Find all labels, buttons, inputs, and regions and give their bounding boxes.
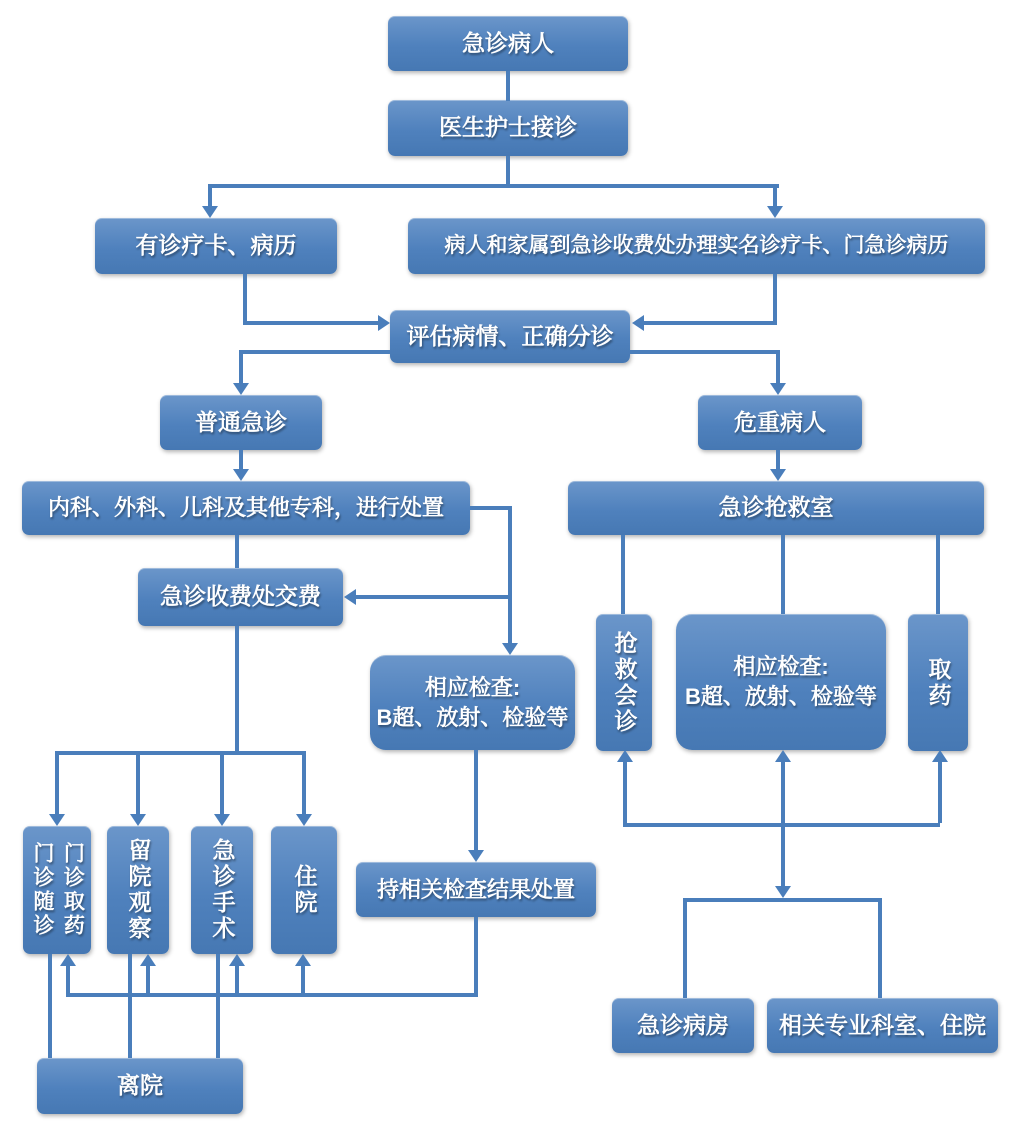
arrowhead-down	[502, 643, 518, 655]
node-hospitalization	[271, 826, 337, 954]
node-emergency-surgery	[191, 826, 253, 954]
node-general-emergency: 普通急诊	[160, 395, 322, 450]
arrowhead-up	[229, 954, 245, 966]
flow-line	[136, 751, 140, 814]
flow-line	[470, 506, 512, 510]
flow-line	[355, 595, 510, 599]
rescue-consult-label: 抢救会诊	[611, 630, 638, 735]
emergency-surgery-label: 急诊手术	[209, 838, 236, 942]
flow-line	[302, 751, 306, 814]
arrowhead-up	[60, 954, 76, 966]
node-get-medicine	[908, 614, 968, 751]
flow-line	[474, 750, 478, 851]
arrowhead-down	[296, 814, 312, 826]
node-observation	[107, 826, 169, 954]
node-triage: 评估病情、正确分诊	[390, 310, 630, 363]
node-check-results: 持相关检查结果处置	[356, 862, 596, 917]
outpatient-followup-label: 门诊随诊	[31, 842, 54, 938]
flow-line	[630, 350, 780, 354]
node-reception: 医生护士接诊	[388, 100, 628, 156]
node-departments: 内科、外科、儿科及其他专科，进行处置	[22, 481, 470, 535]
arrowhead-down	[233, 383, 249, 395]
node-has-card: 有诊疗卡、病历	[95, 218, 337, 274]
flow-line	[878, 898, 882, 998]
flow-line	[474, 917, 478, 997]
flow-line	[773, 184, 777, 208]
arrowhead-up	[775, 750, 791, 762]
arrowhead-down	[214, 814, 230, 826]
node-register-card: 病人和家属到急诊收费处办理实名诊疗卡、门急诊病历	[408, 218, 985, 274]
node-emergency-patient: 急诊病人	[388, 16, 628, 71]
arrowhead-left	[344, 589, 356, 605]
flow-line	[208, 184, 212, 208]
node-rescue-room: 急诊抢救室	[568, 481, 984, 535]
flow-line	[146, 964, 150, 995]
arrowhead-down	[233, 469, 249, 481]
flow-line	[683, 898, 882, 902]
arrowhead-down	[770, 383, 786, 395]
node-pay-fee: 急诊收费处交费	[138, 568, 343, 626]
flow-line	[623, 762, 627, 823]
hospitalization-label: 住院	[291, 864, 318, 916]
node-checks-left	[370, 655, 575, 750]
flow-line	[243, 321, 379, 325]
flow-line	[936, 535, 940, 614]
flow-line	[301, 964, 305, 995]
flow-line	[216, 954, 220, 1058]
node-specialty-dept: 相关专业科室、住院	[767, 998, 998, 1053]
arrowhead-up	[140, 954, 156, 966]
arrowhead-down	[775, 886, 791, 898]
node-rescue-consult	[596, 614, 652, 751]
flow-line	[239, 350, 390, 354]
node-critical-patient: 危重病人	[698, 395, 862, 450]
arrowhead-up	[295, 954, 311, 966]
checks-right-line2: B超、放射、检验等	[685, 684, 877, 709]
observation-label: 留院观察	[125, 838, 152, 942]
get-medicine-label: 取药	[925, 656, 952, 709]
outpatient-medicine-label: 门诊取药	[61, 842, 85, 938]
arrowhead-up	[932, 750, 948, 762]
flow-line	[623, 823, 940, 827]
flow-line	[621, 535, 625, 614]
flow-line	[55, 751, 59, 814]
checks-left-line1: 相应检查:	[424, 674, 521, 700]
flow-line	[243, 274, 247, 325]
flow-line	[776, 350, 780, 384]
arrowhead-down	[49, 814, 65, 826]
flow-line	[508, 506, 512, 645]
flow-line	[239, 350, 243, 384]
arrowhead-right	[378, 315, 390, 331]
flow-line	[48, 954, 52, 1058]
arrowhead-up	[617, 750, 633, 762]
flow-line	[773, 274, 777, 325]
arrowhead-left	[632, 315, 644, 331]
checks-left-line2: B超、放射、检验等	[376, 704, 569, 730]
flow-line	[208, 184, 779, 188]
flow-line	[55, 751, 306, 755]
node-discharge: 离院	[37, 1058, 243, 1114]
flow-line	[235, 535, 239, 568]
flow-line	[781, 535, 785, 614]
flow-line	[683, 898, 687, 998]
node-outpatient-followup-medicine	[23, 826, 91, 954]
flow-line	[220, 751, 224, 814]
flow-line	[235, 964, 239, 995]
arrowhead-down	[770, 469, 786, 481]
flow-line	[506, 156, 510, 186]
flow-line	[644, 321, 777, 325]
flow-line	[938, 762, 942, 823]
arrowhead-down	[202, 206, 218, 218]
flow-line	[128, 954, 132, 1058]
node-checks-right	[676, 614, 886, 750]
flow-line	[506, 71, 510, 101]
arrowhead-down	[130, 814, 146, 826]
flow-line	[235, 626, 239, 753]
node-emergency-ward: 急诊病房	[612, 998, 754, 1053]
checks-right-line1: 相应检查:	[733, 654, 829, 680]
arrowhead-down	[468, 850, 484, 862]
flow-line	[66, 964, 70, 995]
arrowhead-down	[767, 206, 783, 218]
